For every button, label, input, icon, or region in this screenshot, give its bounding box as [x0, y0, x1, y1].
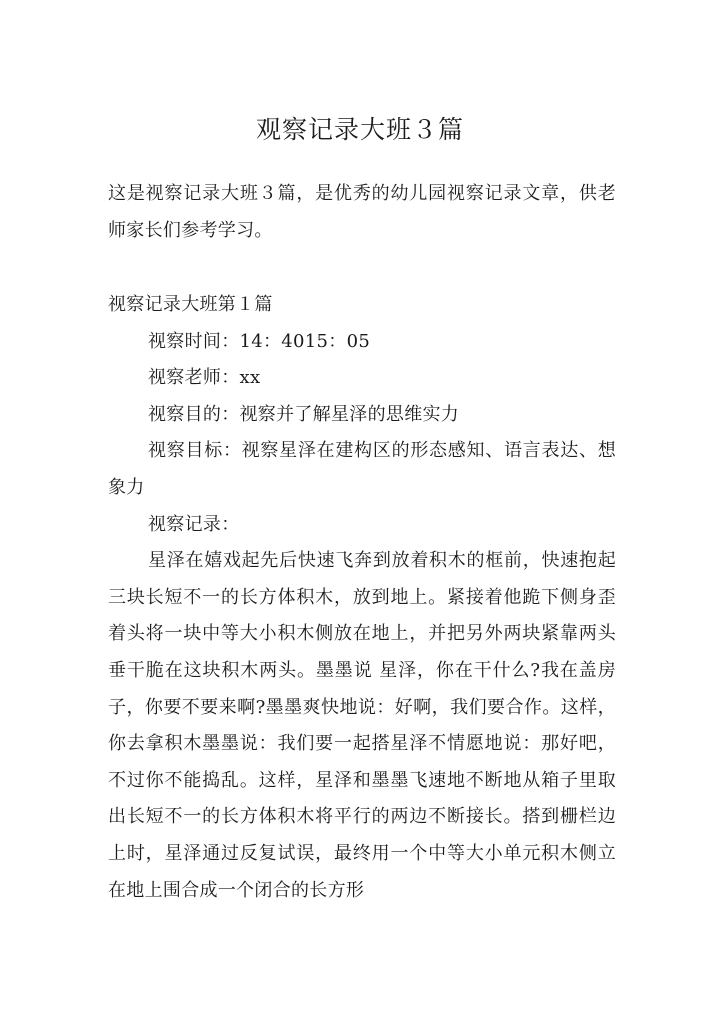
observation-time: 视察时间：14：4015：05: [148, 330, 371, 352]
section-1: [108, 287, 616, 909]
intro-paragraph: 这是视察记录大班３篇，是优秀的幼儿园视察记录文章，供老师家长们参考学习。: [108, 183, 616, 241]
observation-purpose: 视察目的：视察并了解星泽的思维实力: [148, 403, 460, 425]
intro-block: [108, 176, 616, 249]
observation-record-paragraph: 星泽在嬉戏起先后快速飞奔到放着积木的框前，快速抱起三块长短不一的长方体积木，放到地上。紧接着他跪下侧身歪着头将一块中等大小积木侧放在地上，并把另外两块紧靠两头垂干脆在这块积木两头。墨墨说 星泽，你在干什么?我在盖房子，你要不要来啊?墨墨爽快地说：好啊，我们要合作。这样，你去拿积木墨墨说：我们要一起搭星泽不情愿地说：那好吧，不过你不能捣乱。这样，星泽和墨墨飞速地不断地从箱子里取出长短不一的长方体积木将平行的两边不断接长。搭到栅栏边上时，星泽通过反复试误，最终用一个中等大小单元积木侧立在地上围合成一个闭合的长方形: [108, 550, 616, 901]
observation-goal: 视察目标：视察星泽在建构区的形态感知、语言表达、想象力: [108, 440, 616, 498]
observation-record-label: 视察记录：: [148, 513, 240, 535]
observation-teacher: 视察老师：xx: [148, 367, 261, 389]
document-title: 观察记录大班３篇: [255, 115, 464, 144]
section-heading: 视察记录大班第１篇: [108, 294, 273, 315]
